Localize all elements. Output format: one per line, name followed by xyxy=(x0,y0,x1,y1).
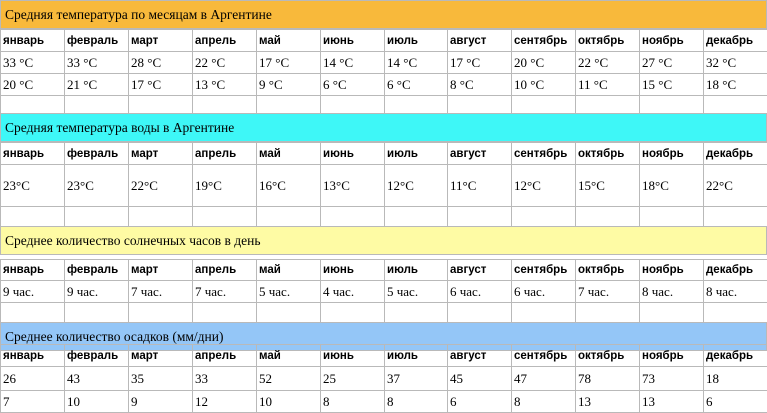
water-section-title: Средняя температура воды в Аргентине xyxy=(0,113,767,142)
empty-cell xyxy=(65,207,129,227)
value-cell: 47 xyxy=(512,367,576,391)
value-cell: 7 час. xyxy=(193,281,257,303)
month-header-cell: февраль xyxy=(65,345,129,367)
value-cell: 17 °C xyxy=(129,74,193,96)
month-header-cell: январь xyxy=(1,260,65,281)
temperature-table xyxy=(0,29,767,116)
value-cell: 7 час. xyxy=(576,281,640,303)
empty-cell xyxy=(704,207,767,227)
water-table xyxy=(0,142,767,227)
value-cell: 23°C xyxy=(65,165,129,207)
month-header-cell: ноябрь xyxy=(640,345,704,367)
month-header-cell: февраль xyxy=(65,260,129,281)
sunshine-section-title: Среднее количество солнечных часов в день xyxy=(0,226,767,255)
month-header-cell: июль xyxy=(385,143,448,165)
value-cell: 14 °C xyxy=(321,52,385,74)
value-cell: 78 xyxy=(576,367,640,391)
value-cell: 8 час. xyxy=(704,281,767,303)
value-cell: 73 xyxy=(640,367,704,391)
value-cell: 32 °C xyxy=(704,52,767,74)
month-header-cell: октябрь xyxy=(576,143,640,165)
value-cell: 13 xyxy=(576,391,640,413)
month-header-cell: октябрь xyxy=(576,260,640,281)
month-header-cell: август xyxy=(448,345,512,367)
value-cell: 8 xyxy=(385,391,448,413)
month-header-cell: май xyxy=(257,345,321,367)
month-header-cell: май xyxy=(257,30,321,52)
empty-cell xyxy=(321,207,385,227)
empty-cell xyxy=(129,207,193,227)
month-header-cell: март xyxy=(129,30,193,52)
value-cell: 12°C xyxy=(385,165,448,207)
value-cell: 5 час. xyxy=(385,281,448,303)
value-cell: 6 час. xyxy=(448,281,512,303)
month-header-cell: июнь xyxy=(321,143,385,165)
empty-cell xyxy=(448,207,512,227)
month-header-cell: март xyxy=(129,260,193,281)
value-cell: 35 xyxy=(129,367,193,391)
month-header-cell: июнь xyxy=(321,30,385,52)
value-cell: 8 час. xyxy=(640,281,704,303)
empty-cell xyxy=(193,303,257,323)
value-cell: 6 °C xyxy=(385,74,448,96)
value-cell: 7 час. xyxy=(129,281,193,303)
value-cell: 25 xyxy=(321,367,385,391)
value-cell: 13 °C xyxy=(193,74,257,96)
month-header-row xyxy=(1,260,767,281)
value-cell: 10 °C xyxy=(512,74,576,96)
value-cell: 11 °C xyxy=(576,74,640,96)
empty-cell xyxy=(640,207,704,227)
empty-cell xyxy=(512,207,576,227)
empty-cell xyxy=(576,207,640,227)
value-cell: 20 °C xyxy=(512,52,576,74)
month-header-cell: ноябрь xyxy=(640,260,704,281)
month-header-cell: июнь xyxy=(321,345,385,367)
month-header-cell: апрель xyxy=(193,143,257,165)
empty-cell xyxy=(321,303,385,323)
value-cell: 52 xyxy=(257,367,321,391)
value-cell: 21 °C xyxy=(65,74,129,96)
month-header-row xyxy=(1,345,767,367)
value-cell: 18 xyxy=(704,367,767,391)
empty-cell xyxy=(385,303,448,323)
value-cell: 17 °C xyxy=(257,52,321,74)
empty-cell xyxy=(129,303,193,323)
month-header-cell: январь xyxy=(1,345,65,367)
precipitation-table xyxy=(0,344,767,413)
value-cell: 19°C xyxy=(193,165,257,207)
water-temperature-row xyxy=(1,165,767,207)
value-cell: 20 °C xyxy=(1,74,65,96)
month-header-cell: август xyxy=(448,143,512,165)
month-header-row xyxy=(1,30,767,52)
empty-cell xyxy=(385,207,448,227)
value-cell: 17 °C xyxy=(448,52,512,74)
month-header-cell: декабрь xyxy=(704,260,767,281)
month-header-cell: август xyxy=(448,30,512,52)
value-cell: 16°C xyxy=(257,165,321,207)
value-cell: 23°C xyxy=(1,165,65,207)
value-cell: 26 xyxy=(1,367,65,391)
month-header-cell: июнь xyxy=(321,260,385,281)
month-header-cell: май xyxy=(257,143,321,165)
month-header-cell: февраль xyxy=(65,30,129,52)
value-cell: 6 xyxy=(448,391,512,413)
value-cell: 45 xyxy=(448,367,512,391)
day-temperature-row xyxy=(1,52,767,74)
month-header-cell: сентябрь xyxy=(512,30,576,52)
empty-cell xyxy=(1,207,65,227)
value-cell: 22 °C xyxy=(193,52,257,74)
month-header-cell: январь xyxy=(1,30,65,52)
value-cell: 13 xyxy=(640,391,704,413)
month-header-cell: декабрь xyxy=(704,345,767,367)
night-temperature-row xyxy=(1,74,767,96)
value-cell: 18 °C xyxy=(704,74,767,96)
value-cell: 5 час. xyxy=(257,281,321,303)
value-cell: 15°C xyxy=(576,165,640,207)
empty-cell xyxy=(193,207,257,227)
value-cell: 43 xyxy=(65,367,129,391)
month-header-cell: январь xyxy=(1,143,65,165)
month-header-cell: февраль xyxy=(65,143,129,165)
value-cell: 14 °C xyxy=(385,52,448,74)
month-header-cell: октябрь xyxy=(576,345,640,367)
value-cell: 9 час. xyxy=(1,281,65,303)
value-cell: 37 xyxy=(385,367,448,391)
month-header-cell: ноябрь xyxy=(640,30,704,52)
empty-cell xyxy=(640,303,704,323)
month-header-cell: декабрь xyxy=(704,30,767,52)
empty-cell xyxy=(257,207,321,227)
value-cell: 22°C xyxy=(704,165,767,207)
value-cell: 8 xyxy=(512,391,576,413)
value-cell: 8 xyxy=(321,391,385,413)
empty-cell xyxy=(704,303,767,323)
value-cell: 33 °C xyxy=(1,52,65,74)
month-header-cell: октябрь xyxy=(576,30,640,52)
value-cell: 15 °C xyxy=(640,74,704,96)
value-cell: 10 xyxy=(65,391,129,413)
empty-cell xyxy=(512,303,576,323)
empty-cell xyxy=(1,303,65,323)
spacer-row xyxy=(1,303,767,323)
value-cell: 6 xyxy=(704,391,767,413)
value-cell: 6 °C xyxy=(321,74,385,96)
value-cell: 28 °C xyxy=(129,52,193,74)
month-header-cell: декабрь xyxy=(704,143,767,165)
month-header-cell: сентябрь xyxy=(512,260,576,281)
month-header-cell: сентябрь xyxy=(512,143,576,165)
spacer-row xyxy=(1,207,767,227)
month-header-cell: июль xyxy=(385,30,448,52)
month-header-cell: июль xyxy=(385,260,448,281)
value-cell: 7 xyxy=(1,391,65,413)
month-header-cell: март xyxy=(129,143,193,165)
precipitation-days-row xyxy=(1,391,767,413)
month-header-cell: март xyxy=(129,345,193,367)
value-cell: 22 °C xyxy=(576,52,640,74)
value-cell: 33 °C xyxy=(65,52,129,74)
month-header-cell: апрель xyxy=(193,345,257,367)
month-header-cell: июль xyxy=(385,345,448,367)
value-cell: 9 xyxy=(129,391,193,413)
value-cell: 6 час. xyxy=(512,281,576,303)
precipitation-section-title: Среднее количество осадков (мм/дни) xyxy=(0,322,767,351)
value-cell: 11°C xyxy=(448,165,512,207)
month-header-cell: апрель xyxy=(193,260,257,281)
month-header-cell: август xyxy=(448,260,512,281)
value-cell: 9 °C xyxy=(257,74,321,96)
value-cell: 22°C xyxy=(129,165,193,207)
month-header-cell: май xyxy=(257,260,321,281)
value-cell: 8 °C xyxy=(448,74,512,96)
value-cell: 12 xyxy=(193,391,257,413)
value-cell: 33 xyxy=(193,367,257,391)
value-cell: 4 час. xyxy=(321,281,385,303)
value-cell: 9 час. xyxy=(65,281,129,303)
empty-cell xyxy=(65,303,129,323)
month-header-row xyxy=(1,143,767,165)
empty-cell xyxy=(257,303,321,323)
month-header-cell: апрель xyxy=(193,30,257,52)
empty-cell xyxy=(576,303,640,323)
sunshine-table xyxy=(0,259,767,323)
month-header-cell: ноябрь xyxy=(640,143,704,165)
month-header-cell: сентябрь xyxy=(512,345,576,367)
value-cell: 27 °C xyxy=(640,52,704,74)
empty-cell xyxy=(448,303,512,323)
value-cell: 12°C xyxy=(512,165,576,207)
value-cell: 18°C xyxy=(640,165,704,207)
temperature-section-title: Средняя температура по месяцам в Аргентине xyxy=(0,0,767,29)
value-cell: 13°C xyxy=(321,165,385,207)
precipitation-mm-row xyxy=(1,367,767,391)
value-cell: 10 xyxy=(257,391,321,413)
sunshine-hours-row xyxy=(1,281,767,303)
